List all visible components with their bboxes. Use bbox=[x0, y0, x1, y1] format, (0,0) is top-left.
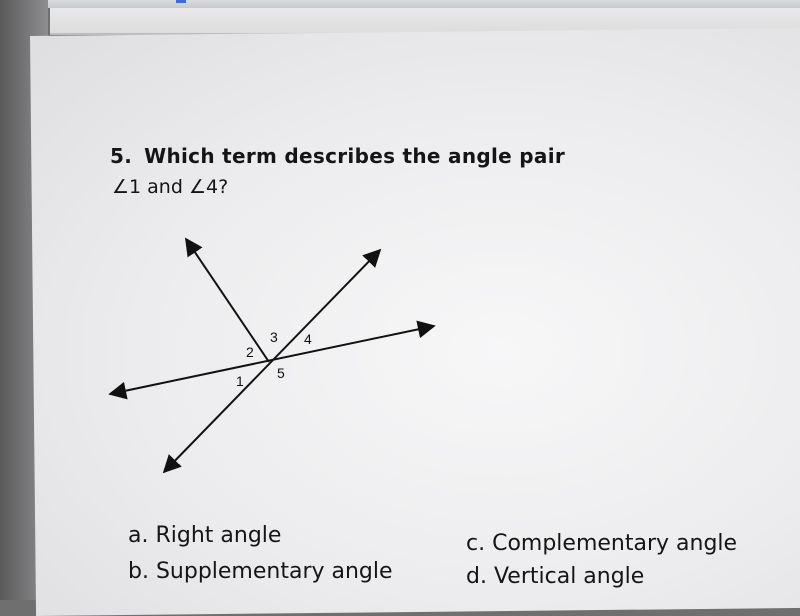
angle-label-4: 4 bbox=[304, 331, 312, 347]
angle-label-3: 3 bbox=[270, 329, 278, 345]
question-number: 5. bbox=[110, 144, 133, 168]
choice-d[interactable]: d. Vertical angle bbox=[466, 564, 645, 589]
angle-label-1: 1 bbox=[236, 373, 244, 389]
choice-c[interactable]: c. Complementary angle bbox=[466, 531, 738, 556]
choice-a[interactable]: a. Right angle bbox=[128, 523, 282, 548]
choice-b[interactable]: b. Supplementary angle bbox=[128, 559, 393, 584]
question-text: Which term describes the angle pair bbox=[144, 144, 566, 168]
angle-label-2: 2 bbox=[246, 344, 254, 360]
angle-label-5: 5 bbox=[277, 365, 285, 381]
ray-upper-left bbox=[186, 239, 269, 362]
question-subtext: ∠1 and ∠4? bbox=[112, 176, 229, 198]
line-diagonal bbox=[164, 250, 380, 472]
